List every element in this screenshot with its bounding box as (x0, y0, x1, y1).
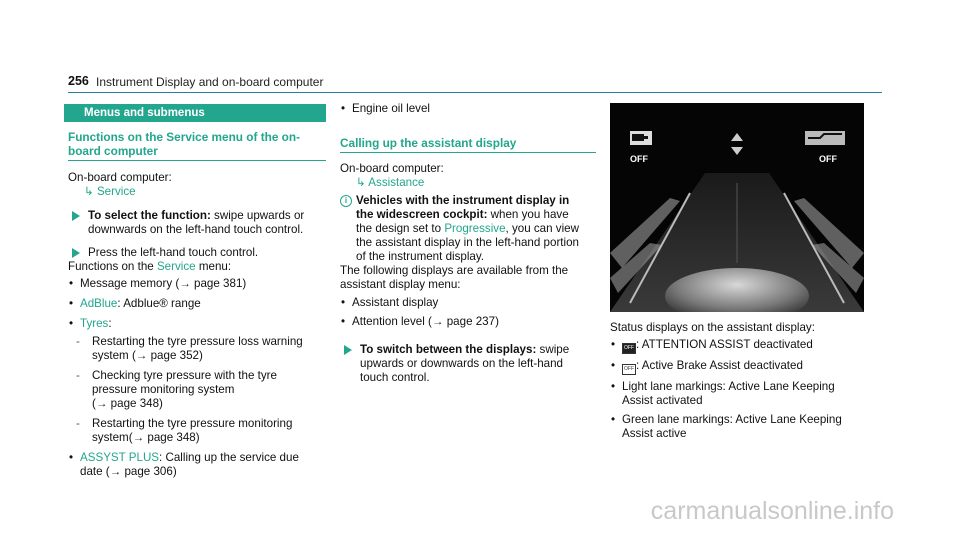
column-1 (68, 104, 326, 479)
list-item: • OFF : Active Brake Assist deactivated (610, 359, 864, 375)
info-note: i Vehicles with the instrument display in the widescreen cockpit: when you have the design set to Progressive, you can view the assistant display in the left-hand portion of the instrument display. (340, 194, 596, 264)
list-item: • Assistant display (341, 296, 439, 309)
functions-intro: Functions on the Service menu: (68, 260, 232, 273)
sub-list-item: - Checking tyre pressure with the tyre pressure monitoring system (→ page 348) (76, 369, 277, 410)
list-item: • Engine oil level (341, 102, 430, 115)
off-label-left: OFF (630, 154, 648, 164)
info-icon: i (340, 195, 352, 207)
list-item: • AdBlue: Adblue® range (69, 297, 201, 310)
nav-arrow-icon: ↳ (356, 176, 369, 189)
assistant-display-image (610, 103, 864, 312)
sub-list-item: - Restarting the tyre pressure monitoring system(→ page 348) (76, 417, 293, 444)
list-item: • Light lane markings: Active Lane Keeping Assist activated (611, 380, 835, 407)
column-3 (610, 103, 864, 441)
page-header (68, 70, 882, 93)
page-number: 256 (68, 74, 89, 88)
column-2 (340, 102, 596, 385)
nav-path (84, 185, 326, 199)
action-arrow-icon (344, 345, 352, 355)
off-label-right: OFF (819, 154, 837, 164)
list-item: • Green lane markings: Active Lane Keeping Assist active (611, 413, 842, 440)
list-item: • Tyres: (69, 317, 112, 330)
sub-list-item: - Restarting the tyre pressure loss warning system (→ page 352) (76, 335, 303, 362)
attention-assist-off-icon: OFF (622, 343, 636, 354)
step-switch-displays: To switch between the displays: swipe upwards or downwards on the left-hand touch control. (340, 343, 596, 385)
list-item: • Attention level (→ page 237) (341, 315, 499, 328)
list-item: • ASSYST PLUS: Calling up the service due date (→ page 306) (69, 451, 299, 478)
nav-item-assistance: Assistance (368, 176, 425, 189)
action-arrow-icon (72, 248, 80, 258)
step-select-function: To select the function: swipe upwards or downwards on the left-hand touch control. (68, 209, 326, 237)
watermark: carmanualsonline.info (650, 497, 894, 525)
action-arrow-icon (72, 211, 80, 221)
section-heading: Functions on the Service menu of the on- board computer (68, 130, 326, 161)
nav-label: On-board computer: (68, 171, 172, 184)
list-item: • Message memory (→ page 381) (69, 277, 247, 290)
paragraph: The following displays are available from the assistant display menu: (340, 264, 569, 291)
assistant-display-graphic (610, 103, 864, 312)
section-heading: Calling up the assistant display (340, 136, 596, 153)
step-press-control: Press the left-hand touch control. (68, 246, 326, 260)
nav-arrow-icon: ↳ (84, 185, 97, 198)
nav-path (356, 176, 596, 190)
page-title: Instrument Display and on-board computer (96, 75, 324, 89)
nav-label: On-board computer: (340, 162, 444, 175)
nav-item-service: Service (96, 185, 136, 198)
brake-assist-off-icon: OFF (622, 364, 636, 375)
list-item: • OFF : ATTENTION ASSIST deactivated (610, 338, 864, 354)
status-title: Status displays on the assistant display: (610, 321, 815, 334)
section-banner: Menus and submenus (64, 104, 326, 122)
